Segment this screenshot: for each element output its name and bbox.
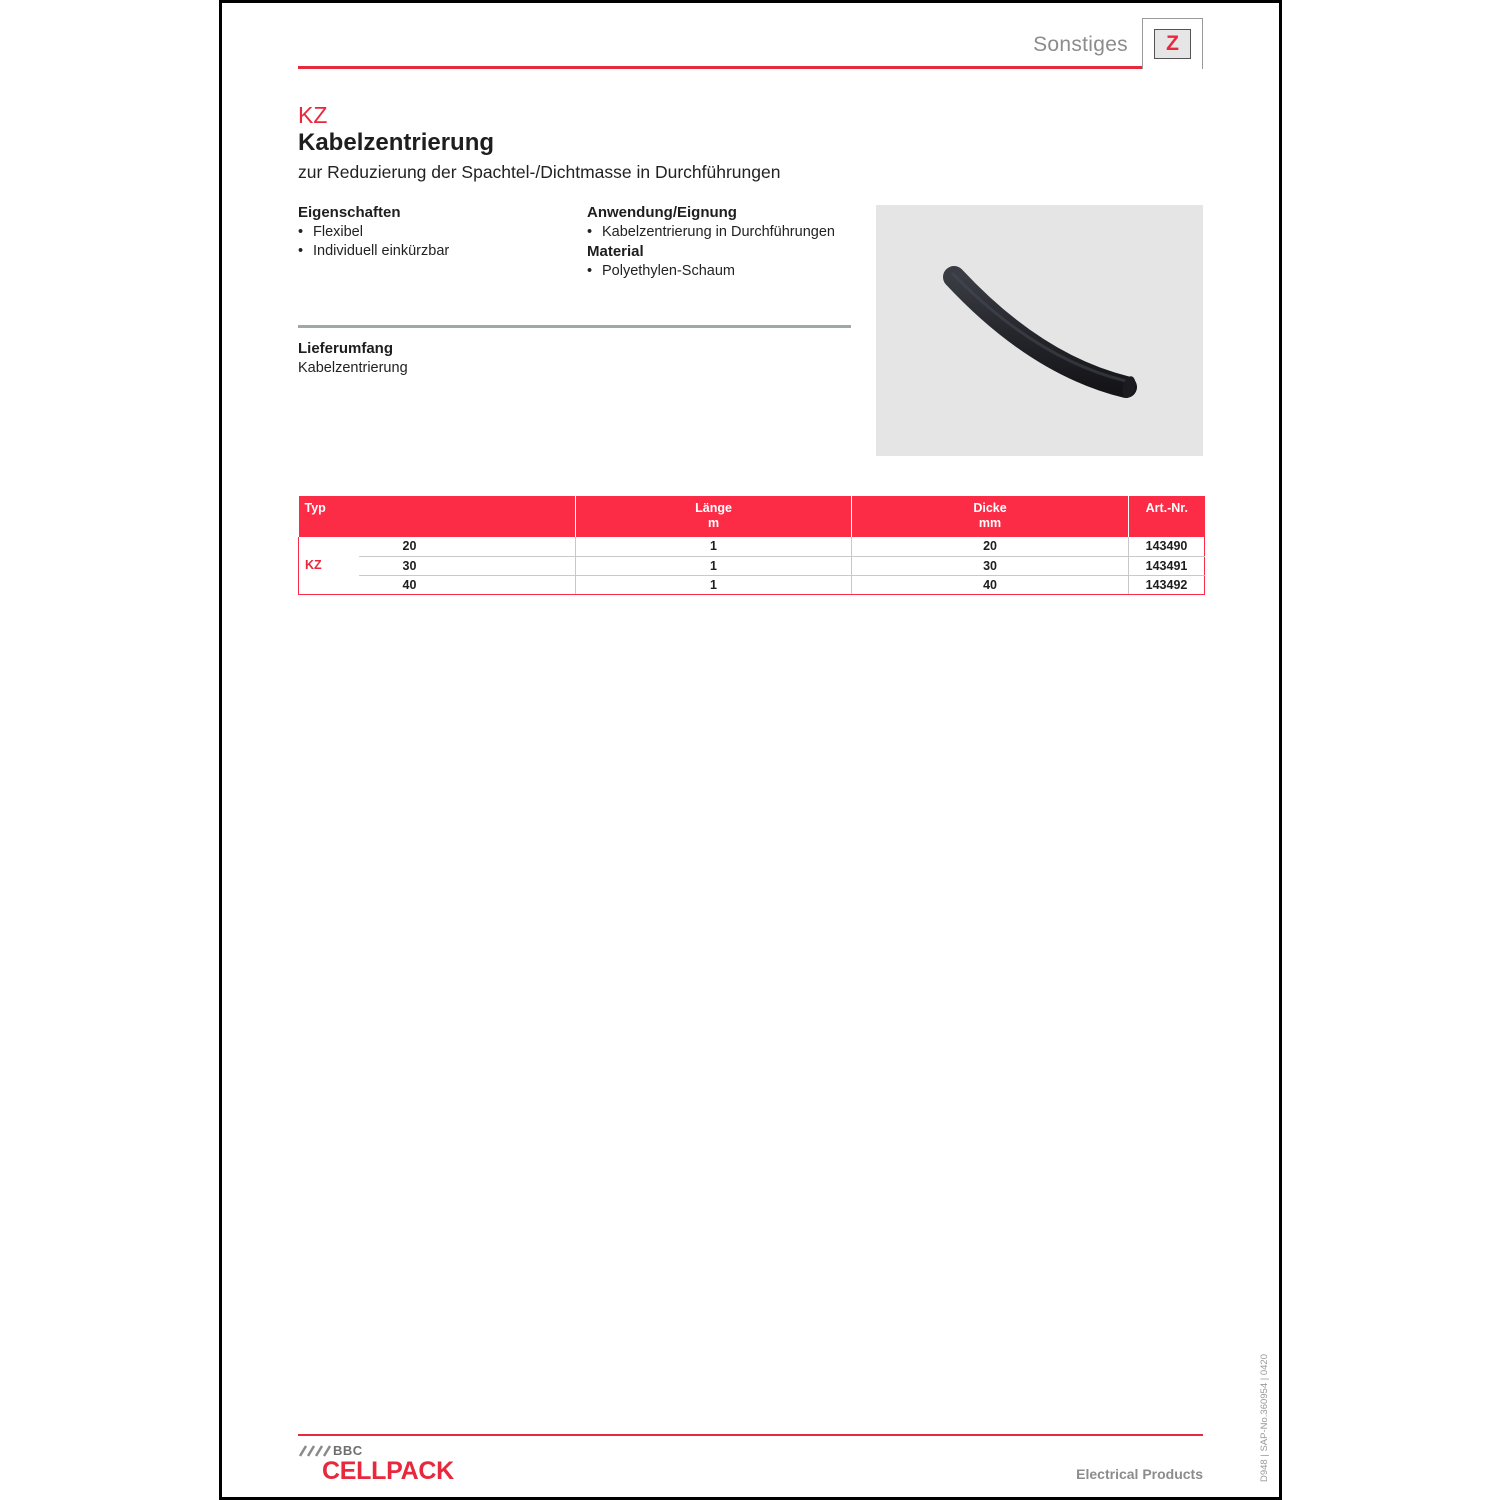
col-header-typ: Typ: [299, 496, 576, 537]
art-cell: 143492: [1129, 575, 1205, 594]
property-item: • Individuell einkürzbar: [298, 242, 568, 262]
size-cell: 40: [359, 575, 576, 594]
col-header-art: Art.-Nr.: [1129, 496, 1205, 537]
usage-block: [587, 203, 857, 281]
product-title: Kabelzentrierung: [298, 129, 495, 156]
col-header-laenge: Länge m: [576, 496, 852, 537]
property-item: • Flexibel: [298, 223, 568, 243]
col-header-dicke: Dicke mm: [852, 496, 1129, 537]
section-tab-letter: Z: [1154, 29, 1191, 59]
dicke-cell: 30: [852, 556, 1129, 575]
laenge-cell: 1: [576, 575, 852, 594]
logo-cellpack-text: CELLPACK: [322, 1457, 454, 1485]
cellpack-logo: [298, 1441, 498, 1487]
foam-tube-icon: [876, 205, 1203, 456]
laenge-cell: 1: [576, 537, 852, 556]
properties-heading: Eigenschaften: [298, 204, 401, 221]
footer-tagline: Electrical Products: [1076, 1466, 1203, 1482]
section-label: Sonstiges: [1033, 33, 1128, 56]
dicke-cell: 20: [852, 537, 1129, 556]
table-row: [299, 556, 1205, 575]
art-cell: 143490: [1129, 537, 1205, 556]
logo-bbc-text: BBC: [333, 1443, 363, 1458]
product-image: [876, 205, 1203, 456]
delivery-heading: Lieferumfang: [298, 340, 394, 357]
table-header-row: [299, 496, 1205, 537]
delivery-block: [298, 339, 698, 378]
size-cell: 30: [359, 556, 576, 575]
material-item: • Polyethylen-Schaum: [587, 262, 857, 282]
properties-block: [298, 203, 568, 262]
usage-heading: Anwendung/Eignung: [587, 204, 737, 221]
laenge-cell: 1: [576, 556, 852, 575]
footer-rule: [298, 1434, 1203, 1436]
product-code: KZ: [298, 102, 328, 128]
material-heading: Material: [587, 243, 644, 260]
header-rule: [298, 66, 1143, 69]
table-row: [299, 537, 1205, 556]
art-cell: 143491: [1129, 556, 1205, 575]
delivery-text: Kabelzentrierung: [298, 359, 408, 376]
section-divider: [298, 325, 851, 328]
table-row: [299, 575, 1205, 594]
dicke-cell: 40: [852, 575, 1129, 594]
document-code: D948 | SAP-No.360954 | 0420: [1259, 1354, 1270, 1482]
typ-cell: KZ: [299, 537, 359, 594]
product-subtitle: zur Reduzierung der Spachtel-/Dichtmasse in Durchführungen: [298, 162, 781, 182]
spec-table: [298, 496, 1205, 595]
size-cell: 20: [359, 537, 576, 556]
triple-slash-logo-icon: [298, 1444, 332, 1458]
usage-item: • Kabelzentrierung in Durchführungen: [587, 223, 857, 243]
